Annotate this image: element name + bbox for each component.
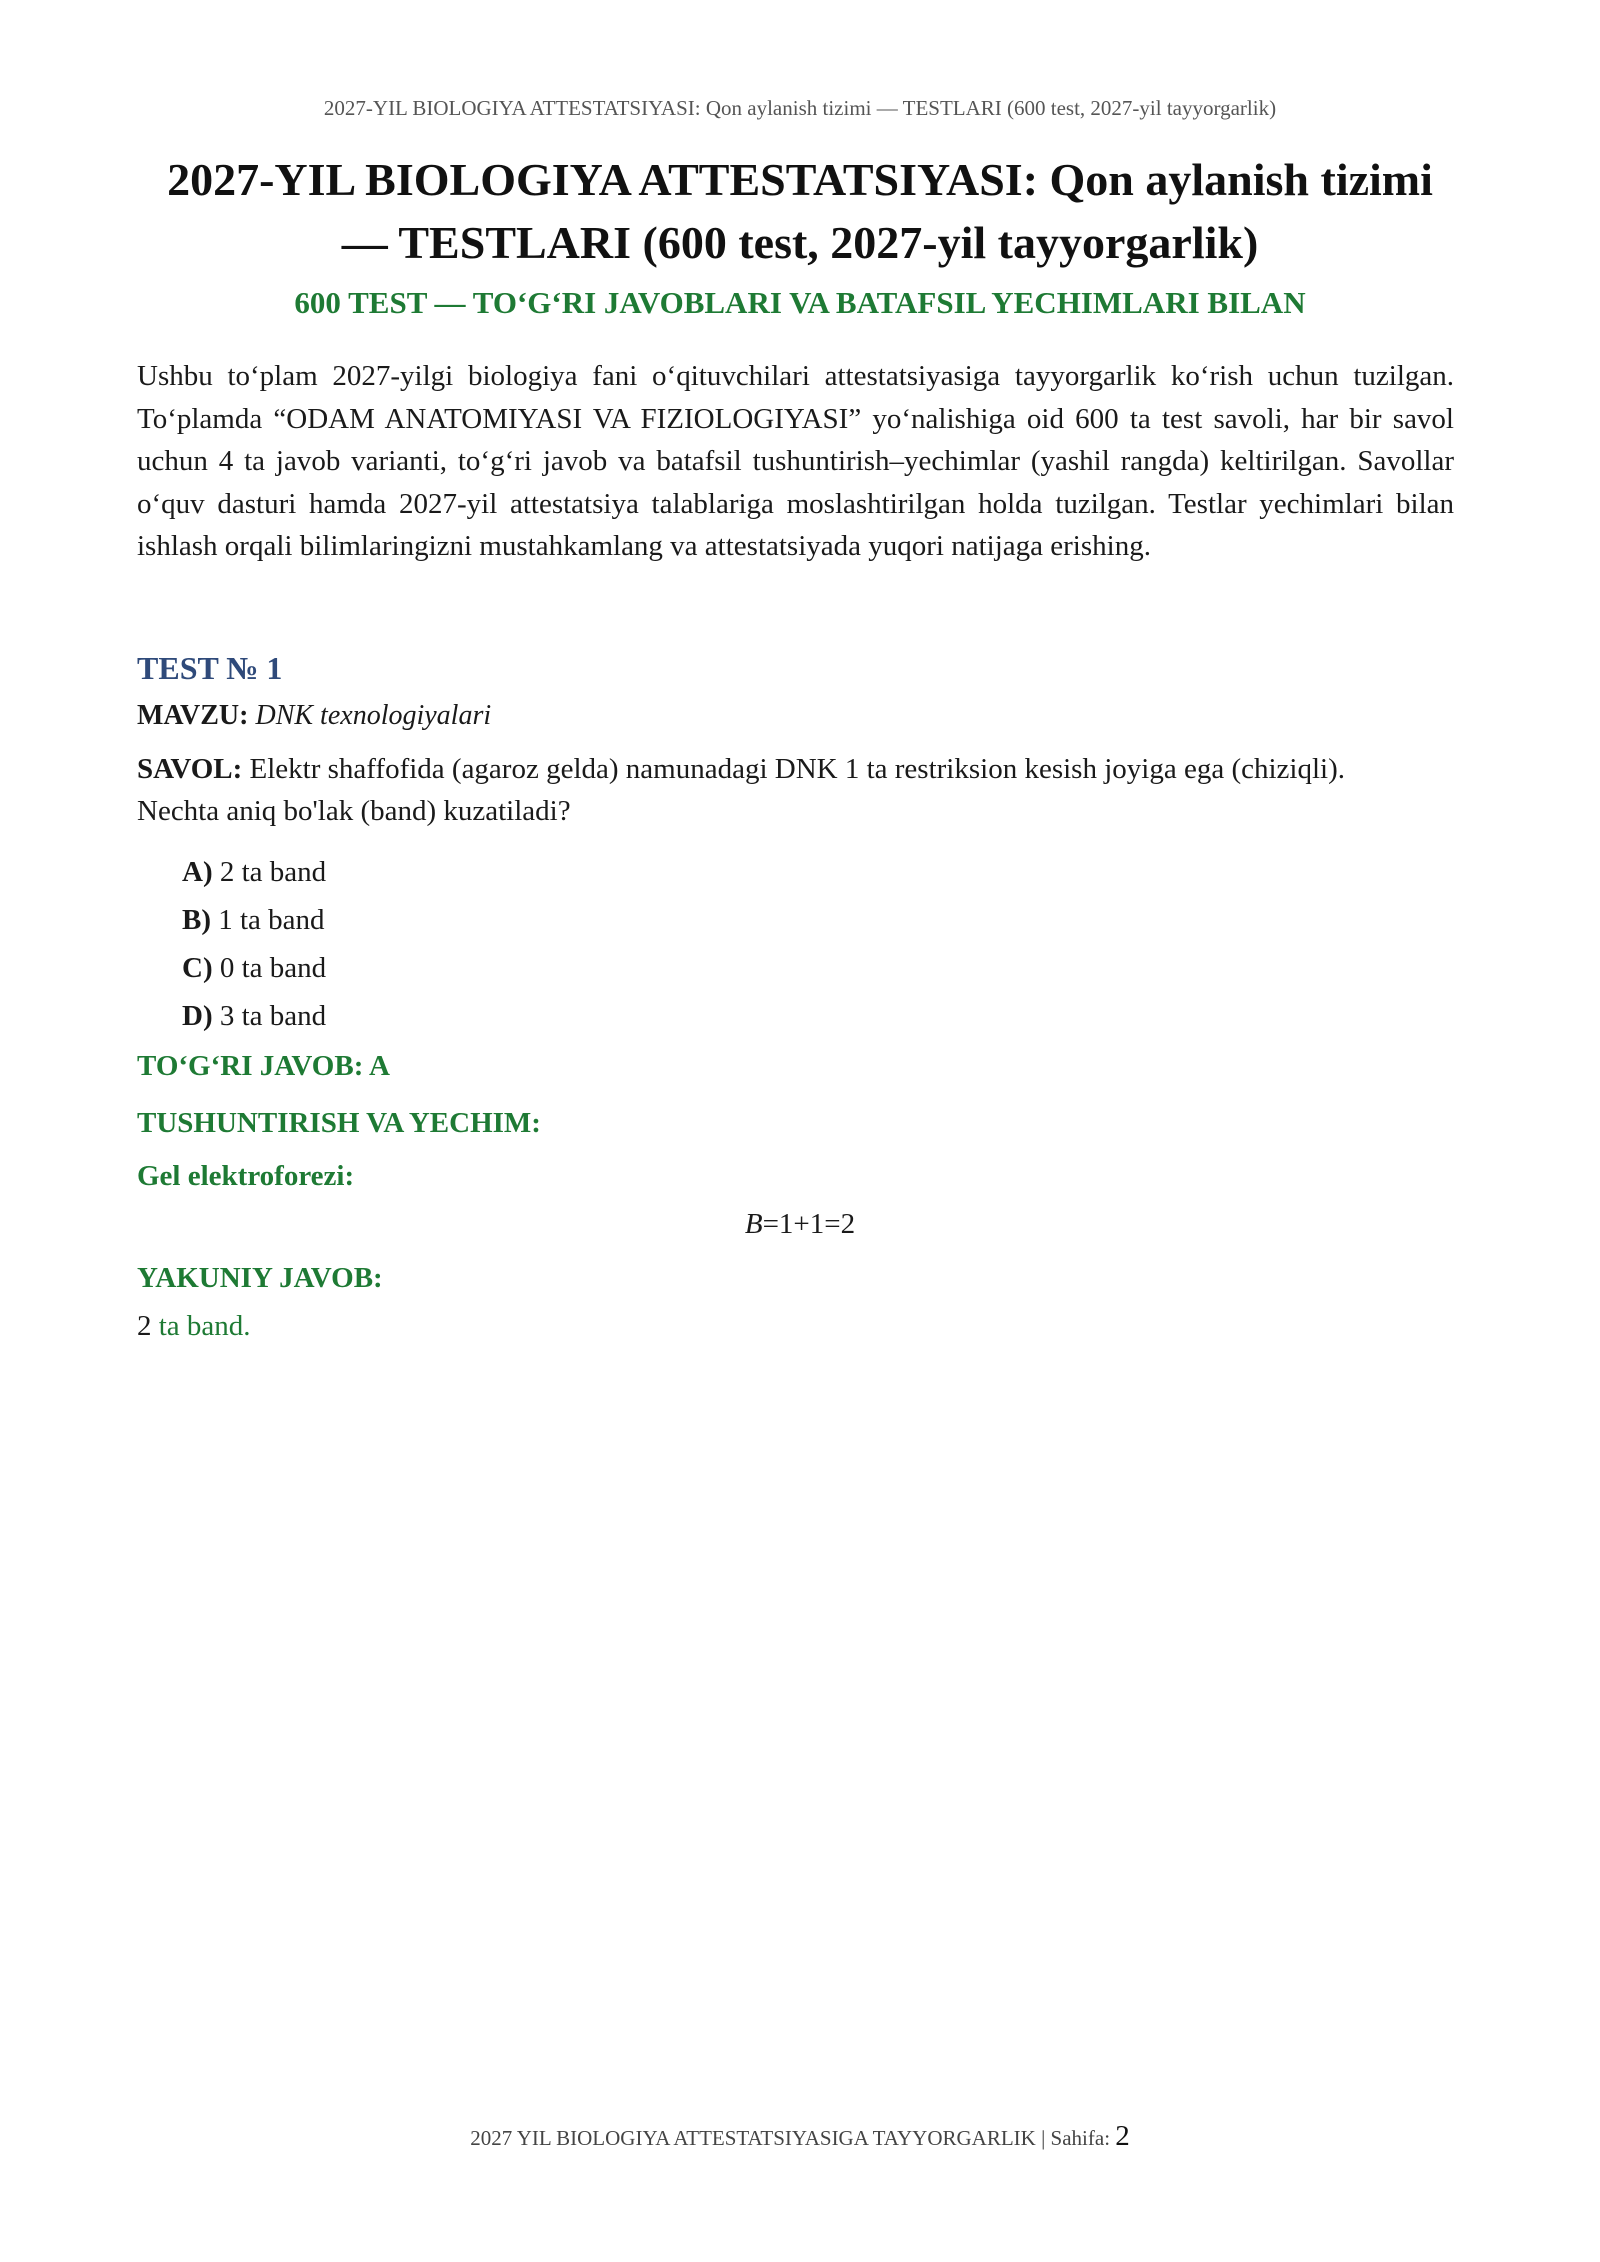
final-answer <box>137 1310 251 1343</box>
topic-value: DNK texnologiyalari <box>255 700 492 731</box>
formula-variable: B <box>744 1208 763 1240</box>
option-letter: B) <box>182 904 211 936</box>
option-b <box>182 896 326 944</box>
question-label: SAVOL: <box>137 753 243 785</box>
option-text: 2 ta band <box>219 856 327 888</box>
method-heading: Gel elektroforezi: <box>137 1160 355 1192</box>
option-letter: D) <box>182 1000 213 1032</box>
option-text: 0 ta band <box>219 952 327 984</box>
running-header: 2027-YIL BIOLOGIYA ATTESTATSIYASI: Qon aylanish tizimi — TESTLARI (600 test, 2027-yil tayyorgarlik) <box>323 96 1277 120</box>
correct-answer: TO‘G‘RI JAVOB: A <box>137 1050 390 1082</box>
page-footer <box>0 2120 1600 2153</box>
document-subtitle: 600 TEST — TO‘G‘RI JAVOBLARI VA BATAFSIL YECHIMLARI BILAN <box>294 285 1306 320</box>
option-text: 3 ta band <box>219 1000 327 1032</box>
option-letter: A) <box>182 856 213 888</box>
document-title: 2027-YIL BIOLOGIYA ATTESTATSIYASI: Qon aylanish tizimi — TESTLARI (600 test, 2027-yil tayyorgarlik) <box>167 154 1433 268</box>
question <box>137 748 1367 832</box>
answer-options <box>182 848 326 1040</box>
option-letter: C) <box>182 952 213 984</box>
footer-separator: | <box>1041 2126 1046 2150</box>
topic-label: MAVZU: <box>137 700 249 731</box>
formula-expression: =1+1=2 <box>762 1208 856 1240</box>
explanation-heading: TUSHUNTIRISH VA YECHIM: <box>137 1107 541 1139</box>
final-answer-text: ta band. <box>158 1310 251 1342</box>
option-text: 1 ta band <box>218 904 325 936</box>
question-text: Elektr shaffofida (agaroz gelda) namunadagi DNK 1 ta restriksion kesish joyiga ega (chiziqli). Nechta aniq bo'lak (band) kuzatiladi? <box>137 753 1345 827</box>
intro-paragraph: Ushbu to‘plam 2027-yilgi biologiya fani o‘qituvchilari attestatsiyasiga tayyorgarlik ko‘rish uchun tuzilgan. To‘plamda “ODAM ANATOMIYASI VA FIZIOLOGIYASI” yo‘nalishiga oid 600 ta test savoli, har bir savol uchun 4 ta javob varianti, to‘g‘ri javob va batafsil tushuntirish–yechimlar (yashil rangda) keltirilgan. Savollar o‘quv dasturi hamda 2027-yil attestatsiya talablariga moslashtirilgan holda tuzilgan. Testlar yechimlari bilan ishlash orqali bilimlaringizni mustahkamlang va attestatsiyada yuqori natijaga erishing. <box>137 360 1454 562</box>
option-c <box>182 944 326 992</box>
page-number: 2 <box>1115 2120 1130 2152</box>
final-answer-number: 2 <box>137 1310 152 1342</box>
option-a <box>182 848 326 896</box>
test-heading: TEST № 1 <box>137 650 283 686</box>
option-d <box>182 992 326 1040</box>
footer-text: 2027 YIL BIOLOGIYA ATTESTATSIYASIGA TAYYORGARLIK <box>470 2126 1036 2150</box>
footer-page-label: Sahifa: <box>1050 2126 1111 2150</box>
topic-line <box>137 700 491 732</box>
final-answer-heading: YAKUNIY JAVOB: <box>137 1262 383 1294</box>
formula <box>0 1208 1600 1241</box>
